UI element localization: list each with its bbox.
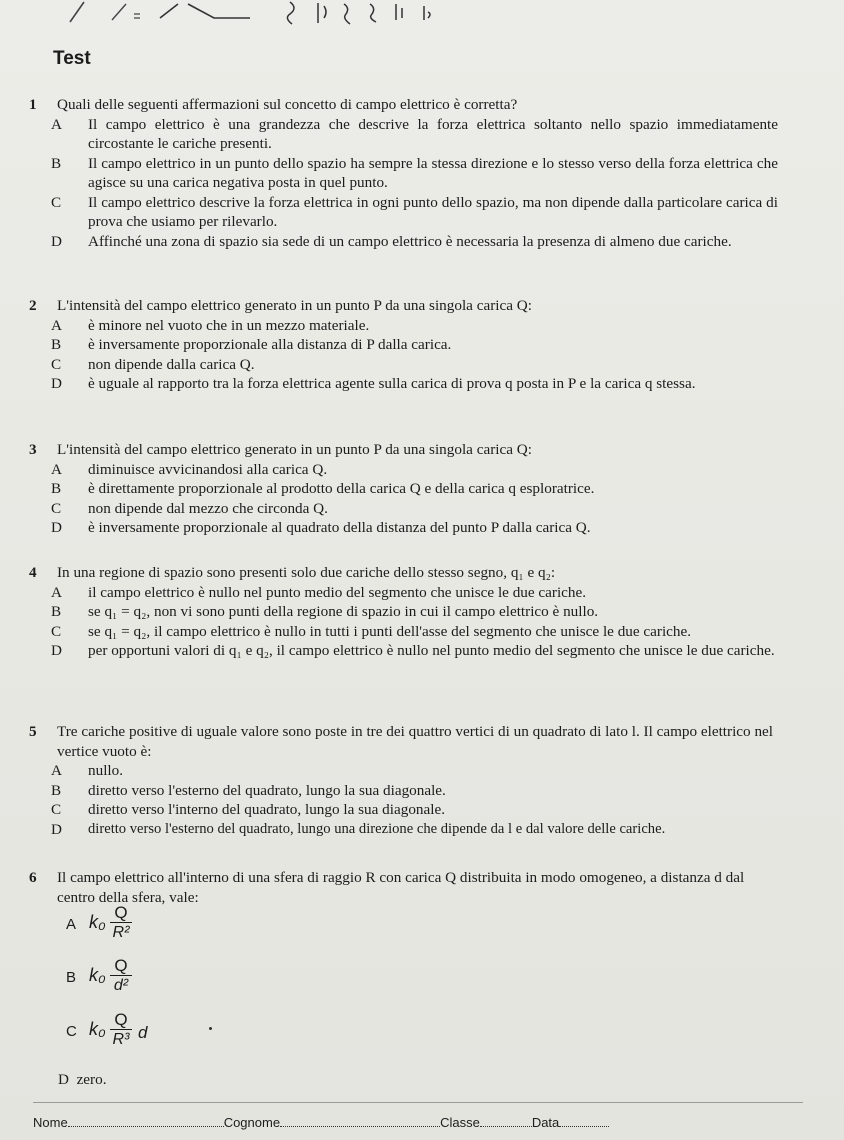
cognome-label: Cognome (223, 1115, 281, 1130)
question-number: 2 (29, 297, 37, 314)
fraction: $\frac{Q}{\text{d²}}$ (110, 957, 132, 996)
fraction: $\frac{Q}{\text{R²}}$ (110, 904, 132, 943)
question-number: 4 (29, 564, 37, 581)
question-2: 2 L'intensità del campo elettrico generato in un punto P da una singola carica Q: A è minore nel vuoto che in un mezzo materiale. B è inversamente proporzionale alla distanza di P dalla carica. C non dipende dalla carica Q. D è uguale al rapporto tra la forza elettrica agente sulla carica di prova q posta in P e la carica q stessa. (33, 296, 778, 394)
answer-option-a[interactable]: A diminuisce avvicinandosi alla carica Q. (51, 460, 328, 478)
answer-option-c[interactable]: C Il campo elettrico descrive la forza elettrica in ogni punto dello spazio, ma non dipende dalla particolare carica di prova che usiamo per rilevarlo. (51, 193, 778, 230)
answer-option-a[interactable]: A è minore nel vuoto che in un mezzo materiale. (51, 316, 370, 334)
student-info-footer (33, 1115, 793, 1130)
answer-option-d[interactable]: D diretto verso l'esterno del quadrato, lungo una direzione che dipende da l e dal valore delle cariche. (51, 820, 666, 838)
nome-label: Nome (33, 1115, 68, 1130)
answer-option-c[interactable]: C se q₁ = q₂, il campo elettrico è nullo in tutti i punti dell'asse del segmento che unisce le due cariche. (51, 622, 692, 640)
question-stem: 1 Quali delle seguenti affermazioni sul concetto di campo elettrico è corretta? (29, 96, 518, 113)
answer-option-a[interactable]: A nullo. (51, 762, 124, 779)
data-field[interactable] (559, 1116, 609, 1127)
question-5: 5 Tre cariche positive di uguale valore sono poste in tre dei quattro vertici di un quadrato di lato l. Il campo elettrico nel vertice vuoto è: A nullo. B diretto verso l'esterno del quadrato, lungo la sua diagonale. C diretto verso l'interno del quadrato, lungo la sua diagonale. D diretto verso l'esterno del quadrato, lungo una direzione che dipende da l e dal valore delle cariche. (33, 722, 778, 839)
question-4: 4 In una regione di spazio sono presenti solo due cariche dello stesso segno, q₁ e q₂: A il campo elettrico è nullo nel punto medio del segmento che unisce le due cariche. B se q₁ = q₂, non vi sono punti della regione di spazio in cui il campo elettrico è nullo. C se q₁ = q₂, il campo elettrico è nullo in tutti i punti dell'asse del segmento che unisce le due cariche. D per opportuni valori di q₁ e q₂, il campo elettrico è nullo nel punto medio del segmento che unisce le due cariche. (33, 563, 778, 661)
question-number: 5 (29, 723, 37, 740)
question-1 (29, 95, 778, 251)
question-6: 6 Il campo elettrico all'interno di una sfera di raggio R con carica Q distribuita in modo omogeneo, a distanza d dal centro della sfera, vale: (29, 869, 745, 906)
answer-option-a[interactable]: A Il campo elettrico è una grandezza che descrive la forza elettrica soltanto nello spazio immediatamente circostante le cariche presenti. (51, 115, 778, 152)
fraction: $\frac{Q}{\text{R³}}$ (110, 1011, 132, 1050)
answer-option-d[interactable]: D è inversamente proporzionale al quadrato della distanza del punto P dalla carica Q. (51, 519, 591, 536)
answer-option-b[interactable]: B se q₁ = q₂, non vi sono punti della regione di spazio in cui il campo elettrico è nullo. (51, 603, 599, 620)
answer-option-b[interactable]: B è inversamente proporzionale alla distanza di P dalla carica. (51, 336, 452, 353)
coulomb-constant: k₀ (89, 1019, 106, 1039)
ink-speck (209, 1027, 212, 1030)
answer-option-d[interactable]: D è uguale al rapporto tra la forza elettrica agente sulla carica di prova q posta in P e la carica q stessa. (51, 375, 696, 392)
footer-divider (33, 1102, 803, 1103)
answer-option-c[interactable]: C non dipende dalla carica Q. (51, 355, 255, 373)
nome-field[interactable] (68, 1116, 224, 1127)
coulomb-constant: k₀ (89, 965, 106, 985)
answer-option-b[interactable]: B Il campo elettrico in un punto dello spazio ha sempre la stessa direzione e lo stesso verso della forza elettrica che agisce su una carica negativa posta in quel punto. (51, 154, 778, 191)
distance-variable: d (138, 1023, 148, 1042)
answer-option-b[interactable]: B è direttamente proporzionale al prodotto della carica Q e della carica q esploratrice. (51, 480, 595, 497)
answer-option-a[interactable]: A il campo elettrico è nullo nel punto medio del segmento che unisce le due cariche. (51, 583, 587, 601)
cognome-field[interactable] (280, 1116, 440, 1127)
question-number: 6 (29, 869, 37, 886)
page-title: Test (53, 48, 91, 69)
previous-page-bleed-through (0, 0, 844, 30)
classe-field[interactable] (480, 1116, 532, 1127)
worksheet-page: Test 1 Quali delle seguenti affermazioni sul concetto di campo elettrico è corretta? A Il campo elettrico è una grandezza che descrive la forza elettrica soltanto nello spazio immediatamente circostante le cariche presenti. B Il campo elettrico in un punto dello spazio ha sempre la stessa direzione e lo stesso verso della forza elettrica che agisce su una carica negativa posta in quel punto. C Il campo elettrico descrive la forza elettrica in ogni punto dello spazio, ma non dipende dalla particolare carica di prova che usiamo per rilevarlo. D Affinché una zona di spazio sia sede di un campo elettrico è necessaria la presenza di almeno due cariche. 2 L'intensità del campo elettrico generato in un punto P da una singola carica Q: A è minore nel vuoto che in un mezzo materiale. B è inversamente proporzionale alla distanza di P dalla carica. C non dipende dalla carica Q. D è uguale al rapporto tra la forza elettrica agente sulla carica di prova q posta in P e la carica q stessa. 3 L'intensità del campo elettrico generato in un punto P da una singola carica Q: A diminuisce avvicinandosi alla carica Q. B è direttamente proporzionale al prodotto della carica Q e della carica q esploratrice. C non dipende dal mezzo che circonda Q. D è inversamente proporzionale al quadrato della distanza del punto P dalla carica Q. 4 In una regione di spazio sono presenti solo due cariche dello stesso segno, q₁ e q₂: A il campo elettrico è nullo nel punto medio del segmento che unisce le due cariche. B se q₁ = q₂, non vi sono punti della regione di spazio in cui il campo elettrico è nullo. C se q₁ = q₂, il campo elettrico è nullo in tutti i punti dell'asse del segmento che unisce le due cariche. D per opportuni valori di q₁ e q₂, il campo elettrico è nullo nel punto medio del segmento che unisce le due cariche. 5 Tre cariche positive di uguale valore sono poste in tre dei quattro vertici di un quadrato di lato l. Il campo elettrico nel vertice vuoto è: A nullo. B diretto verso l'esterno del quadrato, lungo la sua diagonale. C diretto verso l'interno del quadrato, lungo la sua diagonale. D diretto verso l'esterno del quadrato, lungo una direzione che dipende da l e dal valore delle cariche. 6 Il campo elettrico all'interno di una sfera di raggio R con carica Q distribuita in modo omogeneo, a distanza d dal centro della sfera, vale: A k₀ $\frac{Q}{\text{R²}}$ B k₀ $\frac{Q}{\text{d²}}$ C k₀ $\frac{Q}{\text{R³}}$ d D zero. Nome Cognome Classe Data (0, 0, 844, 1140)
question-number: 3 (29, 441, 37, 458)
question-3: 3 L'intensità del campo elettrico generato in un punto P da una singola carica Q: A diminuisce avvicinandosi alla carica Q. B è direttamente proporzionale al prodotto della carica Q e della carica q esploratrice. C non dipende dal mezzo che circonda Q. D è inversamente proporzionale al quadrato della distanza del punto P dalla carica Q. (33, 440, 778, 538)
answer-option-b[interactable]: B diretto verso l'esterno del quadrato, lungo la sua diagonale. (51, 781, 446, 799)
answer-option-c[interactable]: C diretto verso l'interno del quadrato, lungo la sua diagonale. (51, 801, 446, 818)
answer-option-d[interactable]: D zero. (58, 1071, 107, 1088)
answer-option-c[interactable]: C non dipende dal mezzo che circonda Q. (51, 499, 328, 517)
question-number: 1 (29, 96, 37, 113)
classe-label: Classe (440, 1115, 480, 1130)
data-label: Data (531, 1115, 560, 1130)
answer-option-d[interactable]: D per opportuni valori di q₁ e q₂, il campo elettrico è nullo nel punto medio del segmento che unisce le due cariche. (51, 642, 775, 659)
coulomb-constant: k₀ (89, 912, 106, 932)
answer-option-d[interactable]: D Affinché una zona di spazio sia sede di un campo elettrico è necessaria la presenza di almeno due cariche. (51, 232, 732, 250)
